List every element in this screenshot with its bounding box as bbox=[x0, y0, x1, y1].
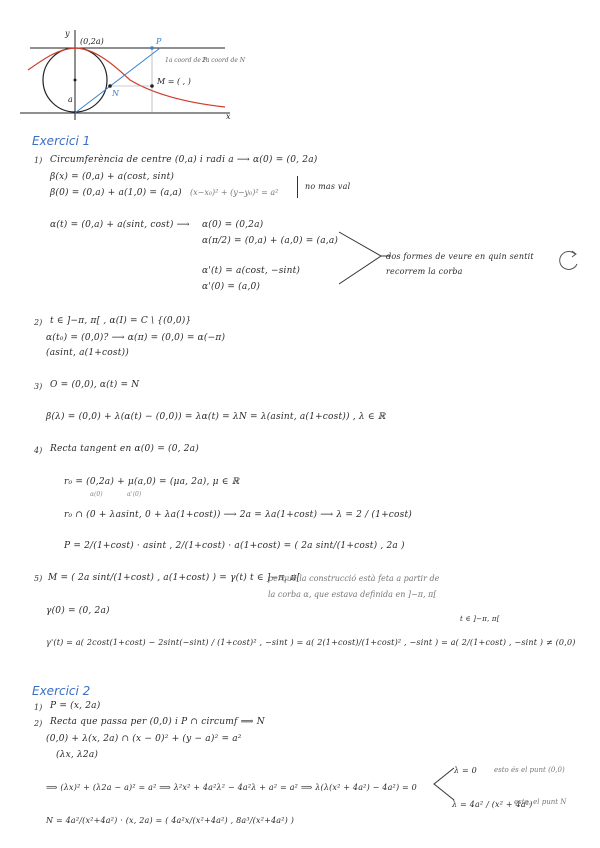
ex2-r3: (0,0) + λ(x, 2a) ∩ (x − 0)² + (y − a)² = a² bbox=[46, 734, 242, 744]
note-first-coord: 1a coord de P bbox=[165, 57, 207, 64]
ex1-q3: γ'(t) = a( 2cost(1+cost) − 2sint(−sint) / (1+cost)² , −sint ) = a( 2(1+cost)/(1+cost)² , −sint ) = a( 2/(1+cost) , −sint ) ≠ (0,0) bbox=[46, 638, 576, 647]
ex2-item-2-number: 2) bbox=[34, 719, 43, 728]
ex1-o2: β(λ) = (0,0) + λ(α(t) − (0,0)) = λα(t) = λN = λ(asint, a(1+cost)) , λ ∈ ℝ bbox=[46, 412, 386, 422]
ex1-p4: P = 2/(1+cost) · asint , 2/(1+cost) · a(1+cost) = ( 2a sint/(1+cost) , 2a ) bbox=[64, 541, 405, 551]
ex2-r7: N = 4a²/(x²+4a²) · (x, 2a) = ( 4a²x/(x²+4a²) , 8a³/(x²+4a²) ) bbox=[46, 816, 295, 825]
item-1-number: 1) bbox=[34, 156, 43, 165]
ex1-p2b: α'(0) bbox=[127, 491, 142, 498]
ray-line bbox=[75, 48, 160, 113]
label-a: a bbox=[68, 95, 73, 104]
center-point bbox=[74, 79, 77, 82]
ex2-branch bbox=[432, 764, 456, 804]
ex1-q1-note-2: la corba α, que estava definida en ]−π, π[ bbox=[268, 590, 437, 599]
ex1-line-3: β(0) = (0,a) + a(1,0) = (a,a) bbox=[50, 188, 182, 198]
ex1-q1: M = ( 2a sint/(1+cost) , a(1+cost) ) = γ(t) t ∈ ]−π, π[ bbox=[48, 573, 301, 583]
rotation-arrow-icon bbox=[555, 248, 581, 274]
ex1-line-4: α(t) = (0,a) + a(sint, cost) ⟶ bbox=[50, 220, 190, 230]
ex1-q2-note: t ∈ ]−π, π[ bbox=[460, 615, 500, 623]
label-x: x bbox=[226, 112, 231, 121]
ex1-m3: (asint, a(1+cost)) bbox=[46, 348, 129, 358]
ex2-r4: (λx, λ2a) bbox=[56, 750, 99, 760]
ex1-divider bbox=[297, 176, 298, 198]
label-M: M = ( , ) bbox=[157, 77, 191, 86]
ex1-side-2: recorrem la corba bbox=[386, 267, 463, 276]
ex1-p1: Recta tangent en α(0) = (0, 2a) bbox=[50, 444, 199, 454]
witch-of-agnesi-figure bbox=[20, 22, 246, 124]
label-P: P bbox=[156, 37, 162, 46]
ex2-r6b-note: este, el punt N bbox=[514, 798, 567, 806]
ex1-side-1: dos formes de veure en quin sentit bbox=[386, 252, 534, 261]
item-5-number: 5) bbox=[34, 574, 43, 583]
ex1-line-3-side: no mas val bbox=[305, 182, 351, 191]
ex1-m2: α(t₀) = (0,0)? ⟶ α(π) = (0,0) = α(−π) bbox=[46, 333, 226, 343]
point-P bbox=[150, 46, 154, 50]
ex1-line-2: β(x) = (0,a) + a(cost, sint) bbox=[50, 172, 175, 182]
ex2-r6b: λ = 4a² / (x² + 4a²) bbox=[452, 800, 533, 809]
ex1-line-4a: α(0) = (0,2a) bbox=[202, 220, 264, 230]
ex1-o1: O = (0,0), α(t) = N bbox=[50, 380, 140, 390]
ex1-q1-note-1: perquè la construcció està feta a partir de bbox=[268, 574, 440, 583]
item-3-number: 3) bbox=[34, 382, 43, 391]
ex1-q2: γ(0) = (0, 2a) bbox=[46, 606, 110, 616]
ex2-r6a: λ = 0 bbox=[454, 766, 477, 775]
label-top: (0,2a) bbox=[80, 37, 104, 46]
ex2-r6a-note: esto és el punt (0,0) bbox=[494, 766, 565, 774]
label-y: y bbox=[65, 29, 70, 38]
ex1-line-3-note: (x−x₀)² + (y−y₀)² = a² bbox=[190, 188, 279, 197]
item-2-number: 2) bbox=[34, 318, 43, 327]
ex2-r2: Recta que passa per (0,0) i P ∩ circumf ⟹ N bbox=[50, 717, 265, 727]
ex2-item-1-number: 1) bbox=[34, 703, 43, 712]
ex1-line-5b: α'(0) = (a,0) bbox=[202, 282, 261, 292]
ex1-line-1: Circumferència de centre (0,a) i radi a ⟶ α(0) = (0, 2a) bbox=[50, 155, 318, 165]
ex1-p2: r₀ = (0,2a) + μ(a,0) = (μa, 2a), μ ∈ ℝ bbox=[64, 477, 240, 487]
ex1-line-5a: α'(t) = a(cost, −sint) bbox=[202, 266, 301, 276]
exercise-2-title: Exercici 2 bbox=[32, 684, 91, 698]
item-4-number: 4) bbox=[34, 446, 43, 455]
ex1-p2a: α(0) bbox=[90, 491, 103, 498]
point-N bbox=[108, 84, 112, 88]
exercise-1-title: Exercici 1 bbox=[32, 134, 91, 148]
note-second-coord: 2a coord de N bbox=[202, 57, 246, 64]
point-M bbox=[150, 84, 154, 88]
ex1-m1: t ∈ ]−π, π[ , α(I) = C \ {(0,0)} bbox=[50, 316, 192, 326]
ex1-p3: r₀ ∩ (0 + λasint, 0 + λa(1+cost)) ⟶ 2a = λa(1+cost) ⟶ λ = 2 / (1+cost) bbox=[64, 510, 413, 520]
ex1-line-4b: α(π/2) = (0,a) + (a,0) = (a,a) bbox=[202, 236, 339, 246]
label-N: N bbox=[112, 89, 119, 98]
ex2-r5: ⟹ (λx)² + (λ2a − a)² = a² ⟹ λ²x² + 4a²λ² − 4a²λ + a² = a² ⟹ λ(λ(x² + 4a²) − 4a²) = 0 bbox=[46, 783, 417, 792]
ex2-r1: P = (x, 2a) bbox=[50, 701, 101, 711]
